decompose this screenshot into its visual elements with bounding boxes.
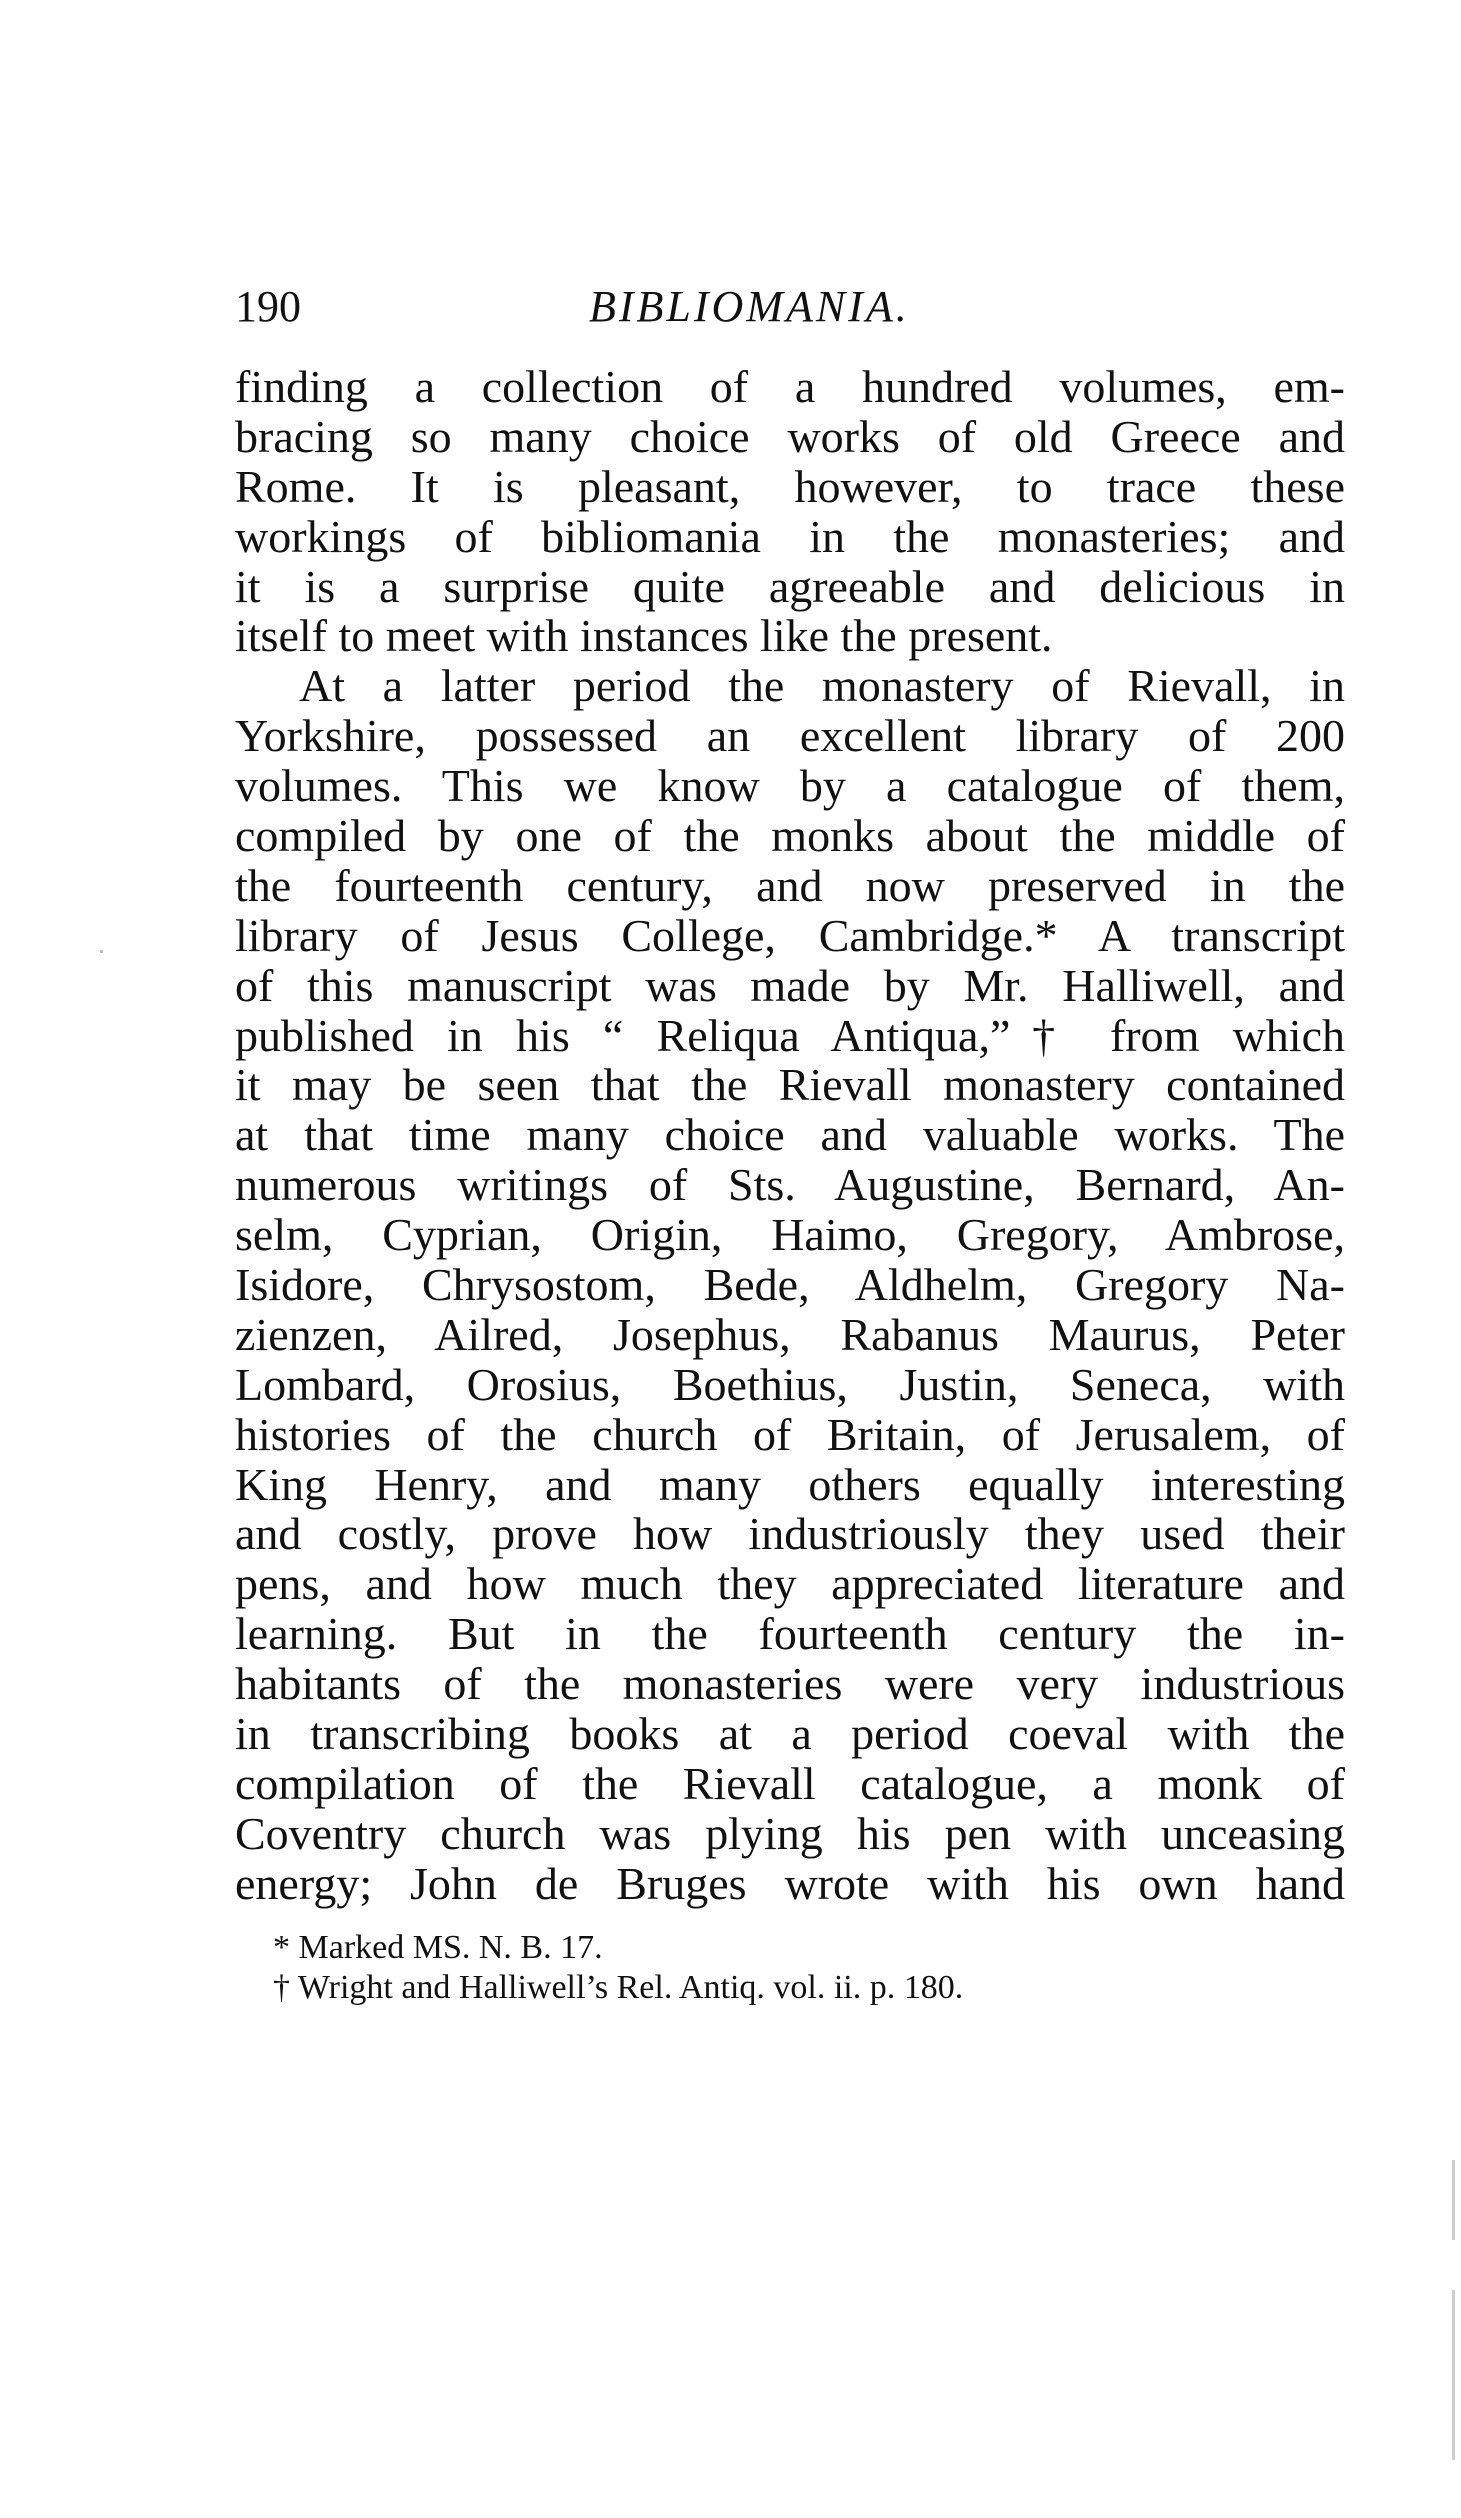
text-line: finding a collection of a hundred volumes, em- — [235, 361, 1345, 412]
text-line: it may be seen that the Rievall monastery contained — [235, 1059, 1345, 1111]
text-line: compilation of the Rievall catalogue, a monk of — [235, 1757, 1345, 1809]
text-line: bracing so many choice works of old Greece and — [235, 410, 1345, 462]
text-line: the fourteenth century, and now preserved in the — [235, 859, 1345, 911]
text-line: itself to meet with instances like the present. — [235, 610, 1053, 662]
text-line: pens, and how much they appreciated literature and — [235, 1558, 1345, 1610]
scan-edge-mark — [1452, 2290, 1455, 2460]
text-line: learning. But in the fourteenth century the in- — [235, 1608, 1345, 1660]
footnotes — [235, 1928, 1345, 2008]
text-line: volumes. This we know by a catalogue of them, — [235, 760, 1345, 812]
text-line: Isidore, Chrysostom, Bede, Aldhelm, Gregory Na- — [235, 1259, 1345, 1311]
text-line: Coventry church was plying his pen with unceasing — [235, 1807, 1345, 1859]
footnote-asterisk: * Marked MS. N. B. 17. — [273, 1929, 603, 1966]
page-number: 190 — [235, 282, 301, 331]
text-line: habitants of the monasteries were very industrious — [235, 1658, 1345, 1710]
text-line: Yorkshire, possessed an excellent library of 200 — [235, 710, 1345, 762]
text-line: zienzen, Ailred, Josephus, Rabanus Maurus, Peter — [235, 1308, 1345, 1360]
text-line: Lombard, Orosius, Boethius, Justin, Seneca, with — [235, 1358, 1345, 1410]
scan-edge-mark — [1452, 2160, 1455, 2240]
running-title: BIBLIOMANIA. — [589, 282, 910, 331]
text-line: published in his “ Reliqua Antiqua,”† from which — [235, 1009, 1345, 1061]
text-line: workings of bibliomania in the monasteries; and — [235, 510, 1345, 562]
text-line: in transcribing books at a period coeval with the — [235, 1708, 1345, 1760]
page-header — [235, 277, 1345, 337]
text-line: histories of the church of Britain, of Jerusalem, of — [235, 1408, 1345, 1460]
paragraph-start-line: At a latter period the monastery of Rievall, in — [299, 660, 1345, 712]
text-line: of this manuscript was made by Mr. Halliwell, and — [235, 959, 1345, 1011]
text-line: Rome. It is pleasant, however, to trace these — [235, 460, 1345, 512]
text-line: compiled by one of the monks about the middle of — [235, 810, 1345, 862]
text-line: it is a surprise quite agreeable and delicious in — [235, 560, 1345, 612]
text-line: and costly, prove how industriously they used their — [235, 1508, 1345, 1560]
text-line: energy; John de Bruges wrote with his own hand — [235, 1857, 1345, 1909]
text-line: selm, Cyprian, Origin, Haimo, Gregory, Ambrose, — [235, 1209, 1345, 1261]
body-text — [235, 362, 1345, 1909]
text-line: numerous writings of Sts. Augustine, Bernard, An- — [235, 1159, 1345, 1211]
scan-speck — [100, 950, 103, 953]
text-line: King Henry, and many others equally interesting — [235, 1458, 1345, 1510]
footnote-dagger: † Wright and Halliwell’s Rel. Antiq. vol. ii. p. 180. — [273, 1969, 964, 2006]
text-line: at that time many choice and valuable works. The — [235, 1109, 1345, 1161]
text-line: library of Jesus College, Cambridge.* A transcript — [235, 909, 1345, 961]
